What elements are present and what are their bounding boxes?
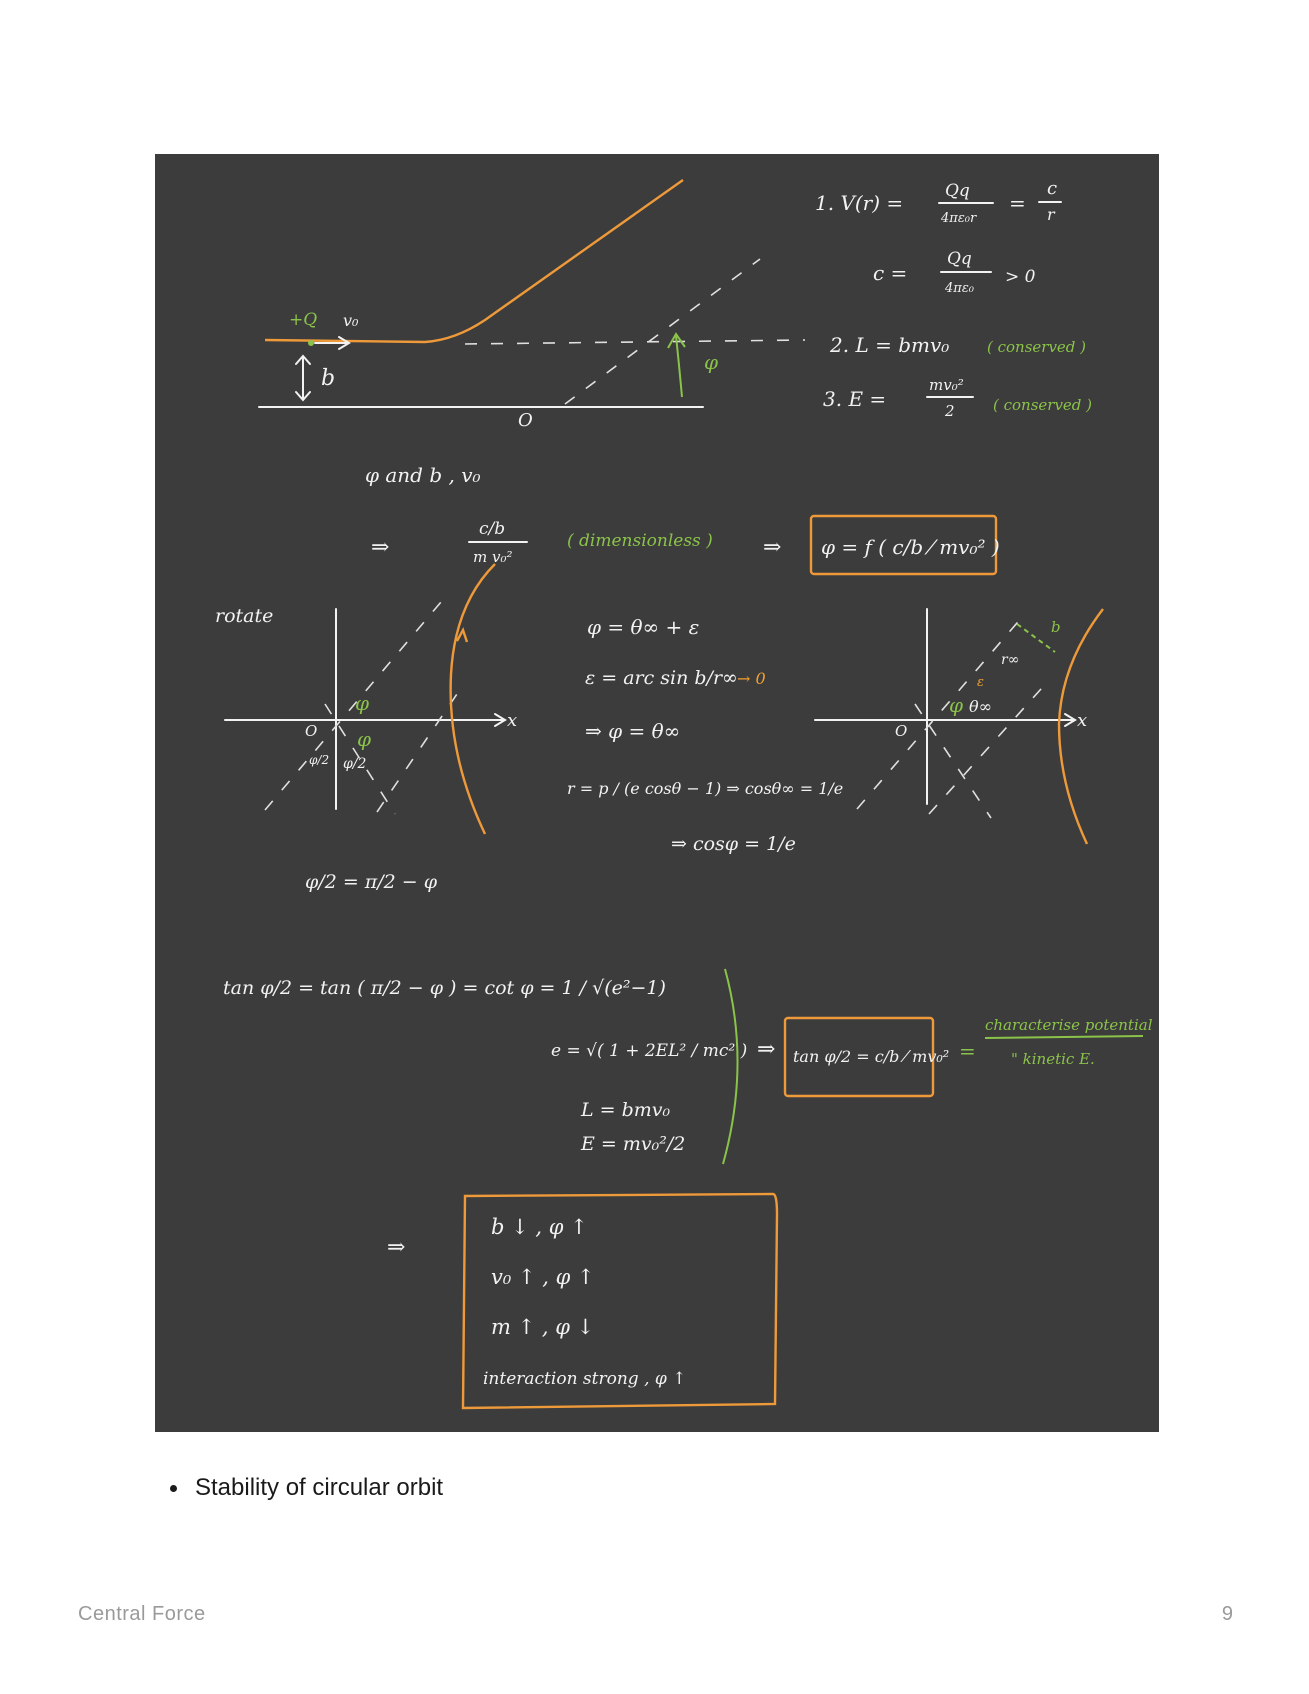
origin-label: O bbox=[895, 722, 908, 740]
origin-label: O bbox=[518, 410, 533, 431]
x-axis-label: x bbox=[1077, 710, 1088, 731]
half-angle: φ/2 bbox=[343, 756, 367, 772]
grouping-bracket bbox=[723, 969, 738, 1164]
origin-label: O bbox=[305, 722, 318, 740]
phi-function: φ = f ( c/b ⁄ mv₀² ) bbox=[821, 535, 1000, 559]
theta-label: θ∞ bbox=[969, 697, 992, 716]
ratio-note: " kinetic E. bbox=[1011, 1050, 1095, 1068]
ratio-bar bbox=[985, 1036, 1143, 1038]
angle-label: φ bbox=[949, 693, 964, 717]
ratio-note: characterise potential bbox=[985, 1016, 1153, 1034]
e-value: E = mv₀²/2 bbox=[581, 1133, 686, 1155]
asymptote-oblique bbox=[565, 259, 760, 404]
conserved-quantities bbox=[815, 178, 1092, 420]
tan-derivation bbox=[223, 969, 1153, 1164]
impact-label: b bbox=[321, 366, 336, 391]
geometry-diagram bbox=[815, 609, 1103, 844]
equals-sign: = bbox=[1009, 191, 1026, 215]
page-number: 9 bbox=[1221, 1603, 1233, 1625]
phi-theta: ⇒ φ = θ∞ bbox=[585, 719, 681, 743]
bullet-text: Stability of circular orbit bbox=[195, 1474, 444, 1501]
b-label: b bbox=[1051, 618, 1061, 636]
charge-label: +Q bbox=[289, 310, 318, 330]
charge-point bbox=[308, 340, 314, 346]
velocity-arrow bbox=[315, 337, 349, 349]
orbit-equation: r = p / (e cosθ − 1) ⇒ cosθ∞ = 1/e bbox=[567, 779, 844, 798]
c-definition: c = bbox=[873, 261, 908, 285]
impact-arrow bbox=[296, 356, 310, 400]
c-num: Qq bbox=[947, 249, 972, 269]
epsilon-label: ε bbox=[977, 675, 984, 690]
cos-phi: ⇒ cosφ = 1/e bbox=[671, 833, 796, 855]
energy-eq: 3. E = bbox=[823, 387, 887, 411]
tan-chain: tan φ/2 = tan ( π/2 − φ ) = cot φ = 1 / √(e²−1) bbox=[223, 977, 666, 999]
implies-arrow: ⇒ bbox=[757, 1037, 776, 1062]
conserved-note: ( conserved ) bbox=[987, 338, 1087, 356]
rotated-diagram bbox=[215, 564, 517, 834]
conserved-note: ( conserved ) bbox=[993, 396, 1093, 414]
dimless-num: c/b bbox=[479, 519, 506, 539]
asymptote-horizontal bbox=[465, 340, 805, 344]
parameters-line: φ and b , v₀ bbox=[365, 463, 481, 487]
summary-row: interaction strong , φ ↑ bbox=[483, 1369, 687, 1389]
epsilon-relation: ε = arc sin b/r∞ bbox=[585, 667, 738, 689]
c-positive: > 0 bbox=[1005, 267, 1036, 287]
potential-eq: 1. V(r) = bbox=[815, 191, 904, 215]
dashed-asymptote bbox=[377, 694, 457, 812]
summary-row: v₀ ↑ , φ ↑ bbox=[491, 1265, 595, 1289]
bullet-item bbox=[170, 1474, 443, 1502]
l-value: L = bmv₀ bbox=[581, 1099, 671, 1121]
impact-line bbox=[1017, 624, 1055, 652]
c-num: c bbox=[1047, 178, 1058, 199]
dashed-asymptote bbox=[857, 616, 1023, 809]
bullet-dot bbox=[170, 1485, 177, 1492]
angle-relations bbox=[567, 615, 843, 855]
tan-result: tan φ/2 = c/b ⁄ mv₀² bbox=[793, 1047, 950, 1066]
c-den: 4πε₀ bbox=[945, 281, 975, 296]
scattering-diagram bbox=[259, 180, 805, 431]
potential-den: 4πε₀r bbox=[941, 211, 977, 226]
energy-num: mv₀² bbox=[929, 376, 964, 394]
dimensionless-note: ( dimensionless ) bbox=[567, 531, 713, 551]
dimless-den: m v₀² bbox=[473, 548, 513, 566]
summary-row: m ↑ , φ ↓ bbox=[491, 1315, 595, 1339]
implies-arrow: ⇒ bbox=[763, 535, 782, 560]
r-inf-label: r∞ bbox=[1001, 652, 1020, 668]
implies-arrow: ⇒ bbox=[387, 1235, 406, 1260]
angle-arc bbox=[676, 336, 682, 397]
angle-label: φ bbox=[704, 350, 719, 374]
trajectory-curve bbox=[265, 180, 683, 342]
half-angle: φ/2 bbox=[309, 753, 330, 767]
hyperbola-branch bbox=[451, 564, 495, 834]
half-angle-relation: φ/2 = π/2 − φ bbox=[305, 871, 438, 893]
rotate-label: rotate bbox=[215, 605, 274, 627]
r-den: r bbox=[1047, 205, 1055, 224]
footer-title: Central Force bbox=[78, 1603, 206, 1625]
energy-den: 2 bbox=[945, 402, 955, 420]
implies-arrow: ⇒ bbox=[371, 535, 390, 560]
dashed-asymptote bbox=[265, 602, 441, 810]
handwritten-notes-board bbox=[155, 154, 1159, 1432]
summary bbox=[387, 1194, 777, 1408]
angle-label: φ bbox=[357, 727, 372, 751]
angle-label: φ bbox=[355, 691, 370, 715]
angular-momentum: 2. L = bmv₀ bbox=[830, 333, 950, 357]
velocity-label: v₀ bbox=[343, 311, 359, 330]
summary-row: b ↓ , φ ↑ bbox=[491, 1215, 588, 1239]
potential-num: Qq bbox=[945, 181, 970, 201]
limit-arrow: → 0 bbox=[737, 669, 766, 688]
dimensional-analysis bbox=[365, 463, 1000, 574]
equals-sign: = bbox=[959, 1039, 976, 1063]
phi-relation: φ = θ∞ + ε bbox=[587, 615, 700, 639]
eccentricity: e = √( 1 + 2EL² / mc² ) bbox=[551, 1041, 748, 1061]
x-axis-label: x bbox=[507, 710, 518, 731]
